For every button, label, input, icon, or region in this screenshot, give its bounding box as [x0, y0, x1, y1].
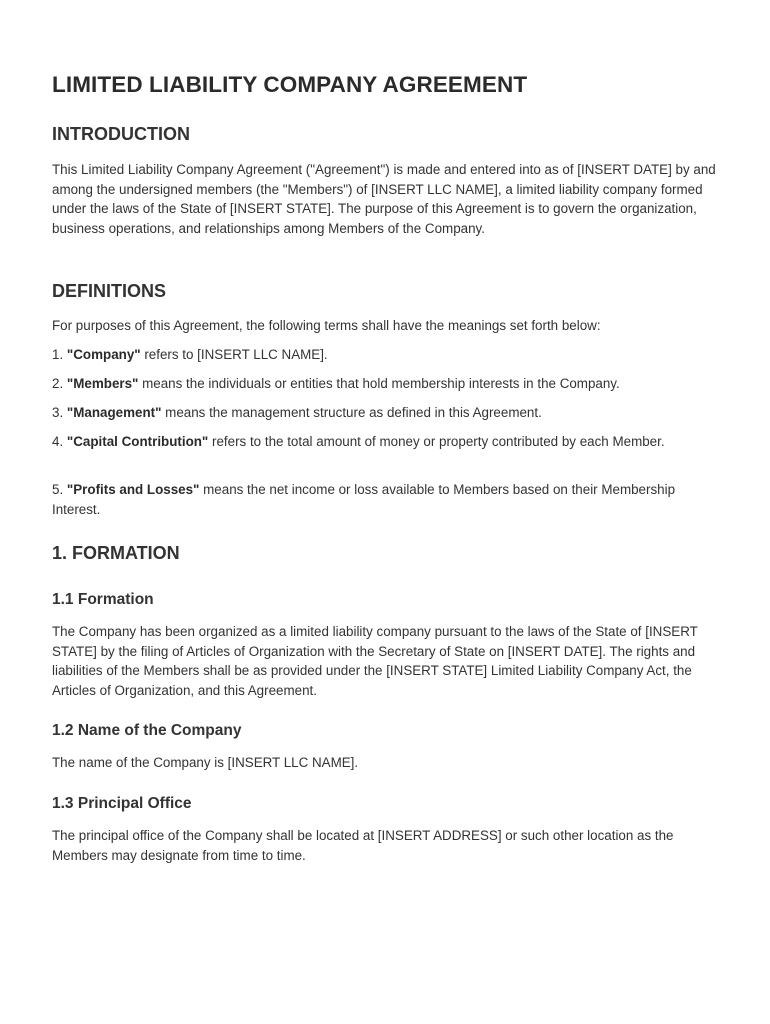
definition-term: "Members" — [66, 376, 139, 391]
definitions-heading: DEFINITIONS — [52, 281, 167, 301]
definition-term: "Capital Contribution" — [66, 434, 209, 449]
definition-item — [52, 480, 712, 519]
document-title: LIMITED LIABILITY COMPANY AGREEMENT — [52, 72, 528, 97]
formation-heading: 1. FORMATION — [52, 543, 180, 563]
definition-item — [52, 403, 732, 423]
introduction-heading: INTRODUCTION — [52, 124, 190, 144]
section-1-1-heading: 1.1 Formation — [52, 591, 154, 608]
definition-term: "Company" — [66, 347, 141, 362]
section-1-3-heading: 1.3 Principal Office — [52, 795, 192, 812]
definition-number: 1. — [52, 347, 64, 362]
definition-text: means the net income or loss available to Members based on their Membership Interest. — [52, 482, 676, 517]
definition-text: refers to the total amount of money or property contributed by each Member. — [208, 434, 665, 449]
definition-number: 2. — [52, 376, 64, 391]
section-1-3-paragraph: The principal office of the Company shall be located at [INSERT ADDRESS] or such other location as the Members may designate from time to time. — [52, 828, 674, 863]
definition-term: "Profits and Losses" — [66, 482, 200, 497]
introduction-paragraph: This Limited Liability Company Agreement ("Agreement") is made and entered into as of [INSERT DATE] by and among the undersigned members (the "Members") of [INSERT LLC NAME], a limited liability company formed under the laws of the State of [INSERT STATE]. The purpose of this Agreement is to govern the organization, business operations, and relationships among Members of the Company. — [52, 162, 716, 236]
definition-text: means the management structure as defined in this Agreement. — [161, 405, 542, 420]
section-1-2-paragraph: The name of the Company is [INSERT LLC NAME]. — [52, 755, 359, 770]
section-1-2-heading: 1.2 Name of the Company — [52, 722, 242, 739]
definition-item — [52, 345, 732, 365]
definition-number: 3. — [52, 405, 64, 420]
definition-term: "Management" — [66, 405, 162, 420]
definition-item — [52, 432, 712, 452]
definition-number: 4. — [52, 434, 64, 449]
definitions-intro: For purposes of this Agreement, the following terms shall have the meanings set forth below: — [52, 318, 601, 333]
definition-number: 5. — [52, 482, 64, 497]
section-1-1-paragraph: The Company has been organized as a limited liability company pursuant to the laws of the State of [INSERT STATE] by the filing of Articles of Organization with the Secretary of State on [INSERT DATE]. The rights and liabilities of the Members shall be as provided under the [INSERT STATE] Limited Liability Company Act, the Articles of Organization, and this Agreement. — [52, 624, 698, 698]
definition-item — [52, 374, 732, 394]
definition-text: refers to [INSERT LLC NAME]. — [140, 347, 328, 362]
definition-text: means the individuals or entities that hold membership interests in the Company. — [138, 376, 620, 391]
